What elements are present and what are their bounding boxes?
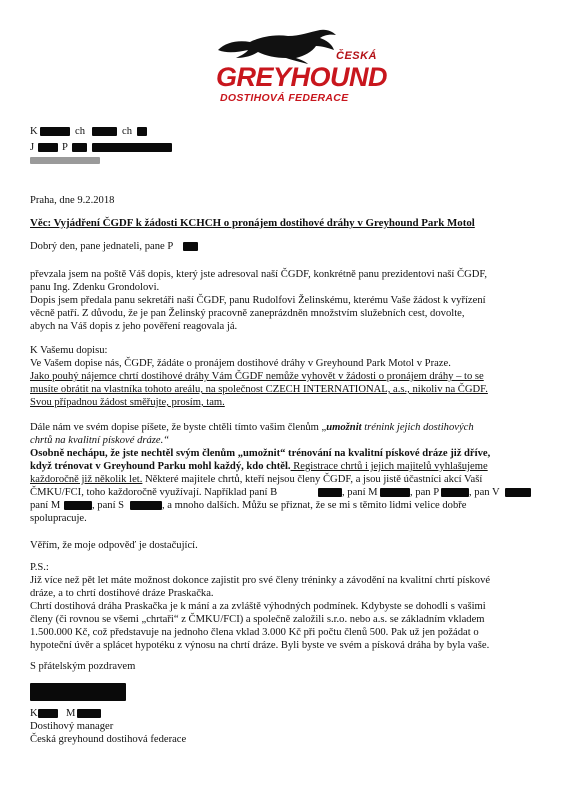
para3-line6-c: , pan P <box>410 487 440 498</box>
para3-line4 <box>30 460 488 473</box>
recipient-line2-b: P <box>62 142 68 153</box>
redaction-bar <box>137 127 147 136</box>
redaction-bar-faint <box>30 157 100 164</box>
redaction-bar <box>318 488 342 497</box>
recipient-line2-a: J <box>30 142 35 153</box>
redaction-bar <box>183 242 198 251</box>
redaction-bar <box>77 709 101 718</box>
para3-line6-a: ČMKU/FCI, toho každoročně využívají. Například paní B <box>30 487 278 498</box>
ps-line3: Chrtí dostihová dráha Praskačka je k mání a za zvláště výhodných podmínek. Kdybyste se dohodli s vašimi <box>30 601 486 612</box>
recipient-line1-b: ch <box>75 126 85 137</box>
redaction-bar <box>505 488 531 497</box>
letterhead-brand: GREYHOUND <box>216 62 388 92</box>
ps-line4: členy (či rovnou se všemi „chrtaři“ z ČMKU/FCI) a společně založili s.r.o. nebo a.s. se základním vkladem <box>30 614 485 625</box>
para3-line6-d: , pan V <box>469 487 500 498</box>
redaction-bar <box>92 143 172 152</box>
para3-line4-b: Registrace chrtů i jejich majitelů vyhlašujeme <box>290 461 488 472</box>
para1-line5: abych na Váš dopis z jeho pověření reagovala já. <box>30 321 238 332</box>
redaction-bar <box>64 501 92 510</box>
recipient-line1-a: K <box>30 126 38 137</box>
para3-line5-a: každoročně již několik let. <box>30 474 143 485</box>
para3-line5 <box>30 473 482 486</box>
redaction-bar <box>38 709 58 718</box>
para2-line1: K Vašemu dopisu: <box>30 345 108 356</box>
para3-line7-a: paní M <box>30 500 61 511</box>
para1-line4: věcně patří. Z důvodu, že je pan Želinský pracovně zaneprázdněn množstvím služebních cest, dovolte, <box>30 308 465 319</box>
para3-line1-emph: umožnit <box>326 422 362 433</box>
running-greyhound-icon <box>216 28 346 64</box>
para3-line7-c: , a mnoho dalších. Můžu se přiznat, že se mi s těmito lidmi velice dobře <box>162 500 467 511</box>
para3-line2: chrtů na kvalitní pískové dráze.“ <box>30 435 170 446</box>
redaction-bar <box>38 143 58 152</box>
closing: S přátelským pozdravem <box>30 661 136 672</box>
signature-name-b: M <box>66 708 76 719</box>
signature-org: Česká greyhound dostihová federace <box>30 734 187 745</box>
para1-line3: Dopis jsem předala panu sekretáři naší ČGDF, panu Rudolfovi Želinskému, kterému Vaše žádost k vyřízení <box>30 295 486 306</box>
ps-label: P.S.: <box>30 562 49 573</box>
signature-name-a: K <box>30 708 38 719</box>
para3-line1-c: trénink jejich dostihových <box>361 422 474 433</box>
letter-subject: Věc: Vyjádření ČGDF k žádosti KCHCH o pronájem dostihové dráhy v Greyhound Park Motol <box>30 217 475 229</box>
para3-line5-b: Některé majitele chrtů, kteří nejsou členy ČGDF, a jsou jistě účastníci akcí Vaší <box>142 474 483 485</box>
para3-line4-a: když trénovat v Greyhound Parku mohl každý, kdo chtěl. <box>30 461 291 472</box>
signature-redaction <box>30 683 126 701</box>
letter-date: Praha, dne 9.2.2018 <box>30 195 115 206</box>
para3-line3: Osobně nechápu, že jste nechtěl svým členům „umožnit“ trénování na kvalitní pískové dráze již dříve, <box>30 448 491 459</box>
ps-line2: dráze, a to chrtí dostihové dráze Praskačka. <box>30 588 214 599</box>
para4: Věřím, že moje odpověď je dostačující. <box>30 540 198 551</box>
para3-line6-b: , paní M <box>342 487 378 498</box>
para3-line8: spolupracuje. <box>30 513 87 524</box>
recipient-line1-c: ch <box>122 126 132 137</box>
letterhead-federation: DOSTIHOVÁ FEDERACE <box>220 92 349 104</box>
redaction-bar <box>380 488 410 497</box>
redaction-bar <box>441 488 469 497</box>
para2-line3: Jako pouhý nájemce chrtí dostihové dráhy Vám ČGDF nemůže vyhovět v žádosti o pronájem dráhy – to se <box>30 371 484 382</box>
redaction-bar <box>72 143 87 152</box>
para2-line2: Ve Vašem dopise nás, ČGDF, žádáte o pronájem dostihové dráhy v Greyhound Park Motol v Praze. <box>30 358 451 369</box>
redaction-bar <box>40 127 70 136</box>
letterhead-logo <box>210 20 388 110</box>
ps-line5: 1.500.000 Kč, což představuje na jednoho člena vklad 3.000 Kč při počtu členů 500. Pak už jen požádat o <box>30 627 479 638</box>
signature-role: Dostihový manager <box>30 721 114 732</box>
greeting: Dobrý den, pane jednateli, pane P <box>30 241 174 252</box>
redaction-bar <box>92 127 117 136</box>
para3-line1-a: Dále nám ve svém dopise píšete, že byste chtěli tímto vašim členům „ <box>30 422 327 433</box>
para2-line5: Svou případnou žádost směřujte, prosím, tam. <box>30 397 225 408</box>
para1-line2: panu Ing. Zdenku Grondolovi. <box>30 282 160 293</box>
ps-line6: hypoteční úvěr a splácet hypotéku z výnosu na chrtí dráze. Byli byste ve svém a písková dráha by byla vaše. <box>30 640 490 651</box>
ps-line1: Již více než pět let máte možnost dokonce zajistit pro své členy tréninky a závodění na kvalitní chrtí pískové <box>30 575 491 586</box>
redaction-bar <box>130 501 162 510</box>
letterhead-ceska: ČESKÁ <box>336 50 378 62</box>
para3-line7-b: , paní S <box>92 500 125 511</box>
para1-line1: převzala jsem na poště Váš dopis, který jste adresoval naší ČGDF, konkrétně panu prezidentovi naší ČGDF, <box>30 269 488 280</box>
para2-line4: musíte obrátit na vlastníka tohoto areálu, na společnost CZECH INTERNATIONAL, a.s., nikoliv na ČGDF. <box>30 384 488 395</box>
para3-line1 <box>30 421 474 434</box>
